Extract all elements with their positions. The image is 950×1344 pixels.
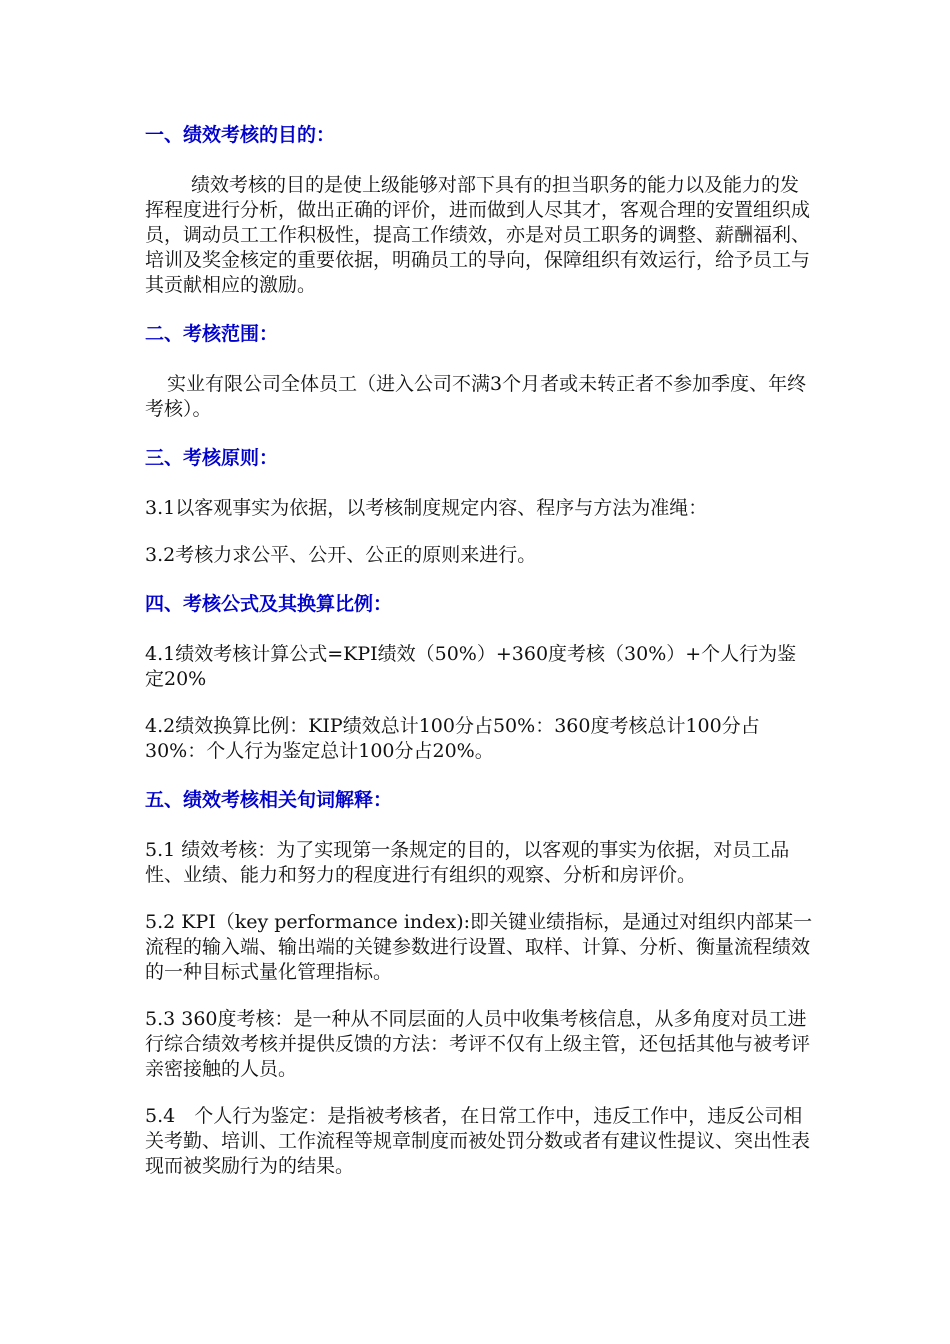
section-heading-formula: 四、考核公式及其换算比例： [145, 593, 393, 615]
definition-5-1: 5.1 绩效考核：为了实现第一条规定的目的，以客观的事实为依据，对员工品性、业绩、能力和努力的程度进行有组织的观察、分析和房评价。 [145, 839, 790, 886]
purpose-paragraph: 绩效考核的目的是使上级能够对部下具有的担当职务的能力以及能力的发挥程度进行分析，做出正确的评价，进而做到人尽其才，客观合理的安置组织成员，调动员工工作积极性，提高工作绩效，亦是对员工职务的调整、薪酬福利、培训及奖金核定的重要依据，明确员工的导向，保障组织有效运行，给予员工与其贡献相应的激励。 [145, 174, 811, 296]
definition-5-2: 5.2 KPI（key performance index):即关键业绩指标，是通过对组织内部某一流程的输入端、输出端的关键参数进行设置、取样、计算、分析、衡量流程绩效的一种目标式量化管理指标。 [145, 911, 813, 983]
definition-5-4: 5.4 个人行为鉴定：是指被考核者，在日常工作中，违反工作中，违反公司相关考勤、培训、工作流程等规章制度而被处罚分数或者有建议性提议、突出性表现而被奖励行为的结果。 [145, 1105, 811, 1177]
principle-3-1: 3.1以客观事实为依据，以考核制度规定内容、程序与方法为准绳： [145, 497, 708, 519]
section-heading-principles: 三、考核原则： [145, 447, 279, 469]
section-heading-purpose: 一、绩效考核的目的： [145, 124, 336, 146]
principle-3-2: 3.2考核力求公平、公开、公正的原则来进行。 [145, 544, 537, 566]
scope-paragraph: 实业有限公司全体员工（进入公司不满3个月者或未转正者不参加季度、年终考核）。 [145, 373, 807, 420]
definition-5-3: 5.3 360度考核：是一种从不同层面的人员中收集考核信息，从多角度对员工进行综合绩效考核并提供反馈的方法：考评不仅有上级主管，还包括其他与被考评亲密接触的人员。 [145, 1008, 811, 1080]
section-heading-scope: 二、考核范围： [145, 323, 279, 345]
formula-4-2: 4.2绩效换算比例：KIP绩效总计100分占50%：360度考核总计100分占30%：个人行为鉴定总计100分占20%。 [145, 715, 760, 762]
formula-4-1: 4.1绩效考核计算公式=KPI绩效（50%）+360度考核（30%）+个人行为鉴定20% [145, 643, 797, 690]
section-heading-definitions: 五、绩效考核相关旬词解释： [145, 789, 393, 811]
document-page [145, 122, 815, 1179]
